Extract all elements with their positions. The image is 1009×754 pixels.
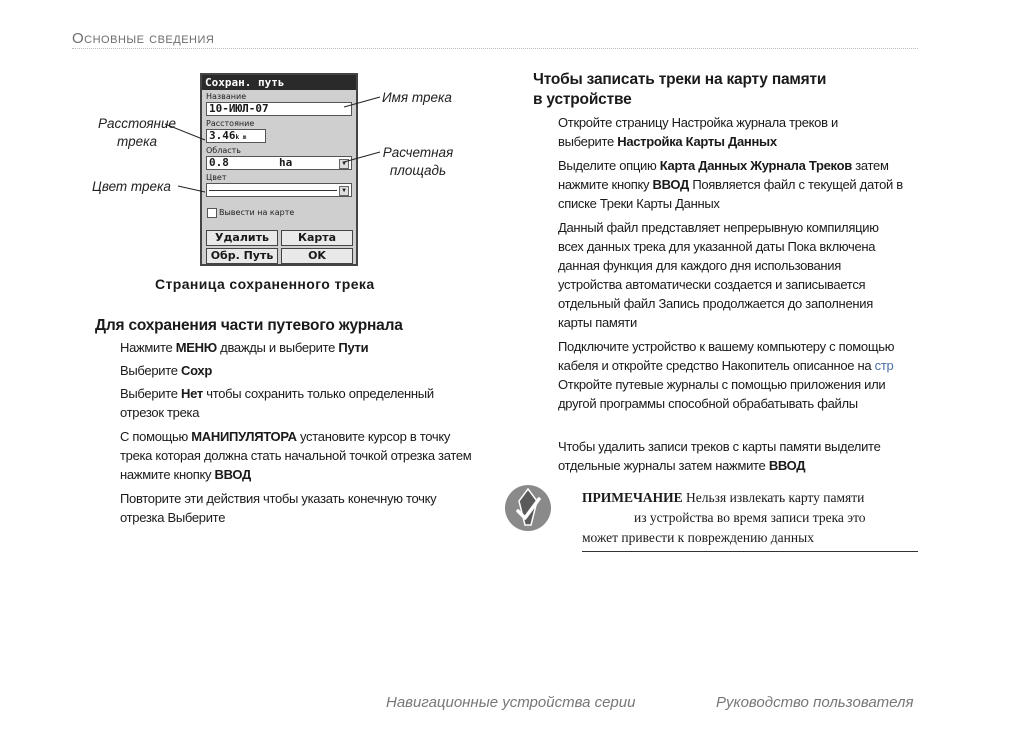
step-3-text-b: чтобы сохранить только определенный отрезок трека xyxy=(120,386,434,420)
right-para-4-text-b: Откройте путевые журналы с помощью приложения или другой программы способной обрабатывать файлы xyxy=(558,377,886,411)
callout-calc-area-line1: Расчетная xyxy=(382,145,454,160)
callout-track-color: Цвет трека xyxy=(92,179,171,194)
distance-unit: k m xyxy=(235,134,247,141)
step-1 xyxy=(120,338,480,357)
area-label: Область xyxy=(206,146,242,155)
distance-value: 3.46 xyxy=(209,129,236,142)
right-para-2-text-c: Появляется файл с текущей датой в списке Треки Карты Данных xyxy=(558,177,903,211)
left-section xyxy=(95,316,495,336)
show-on-map-label: Вывести на карте xyxy=(219,208,295,217)
name-field[interactable]: 10-ИЮЛ-07 xyxy=(206,102,352,116)
note-text-1: Нельзя извлекать карту памяти xyxy=(682,490,865,505)
distance-label: Расстояние xyxy=(206,119,255,128)
callout-track-name: Имя трека xyxy=(382,90,452,105)
callout-track-distance-line2: трека xyxy=(117,134,157,149)
color-dropdown-icon[interactable]: ▼ xyxy=(339,186,349,196)
step-4-enter: ВВОД xyxy=(214,467,252,482)
right-para-2-bold-a: Карта Данных Журнала Треков xyxy=(659,158,852,173)
map-button[interactable]: Карта xyxy=(281,230,353,246)
area-unit: ha xyxy=(279,156,293,169)
note-icon xyxy=(505,485,551,531)
callout-track-distance-line1: Расстояние xyxy=(98,116,176,131)
step-4 xyxy=(120,427,476,484)
right-section-heading xyxy=(533,70,913,110)
step-1-text-b: дважды и выберите xyxy=(216,340,339,355)
callout-calc-area xyxy=(376,144,460,180)
step-3-text-a: Выберите xyxy=(120,386,181,401)
callout-track-distance xyxy=(92,115,182,151)
right-para-4 xyxy=(558,337,916,413)
right-para-2-text-b: затем нажмите кнопку xyxy=(558,158,889,192)
right-heading-line2: в устройстве xyxy=(533,91,632,108)
right-para-1-text: Откройте страницу Настройка журнала треков и выберите xyxy=(558,115,838,149)
name-label: Название xyxy=(206,92,247,101)
area-dropdown-icon[interactable]: ▼ xyxy=(339,159,349,169)
footer-right: Руководство пользователя xyxy=(716,694,914,711)
step-4-joystick: МАНИПУЛЯТОРА xyxy=(191,429,297,444)
note-label: ПРИМЕЧАНИЕ xyxy=(582,490,683,505)
step-2 xyxy=(120,361,480,380)
right-para-2 xyxy=(558,156,910,213)
step-4-text-b: установите курсор в точку трека которая должна стать начальной точкой отрезка затем нажмите кнопку xyxy=(120,429,472,482)
footer-left: Навигационные устройства серии xyxy=(386,694,636,711)
step-5-text: Повторите эти действия чтобы указать конечную точку отрезка Выберите xyxy=(120,491,437,525)
step-1-tracks: Пути xyxy=(338,340,369,355)
right-para-3: Данный файл представляет непрерывную компиляцию всех данных трека для указанной даты Пока включена данная функция для каждого дня использования устройства автоматически создается и записывается отдельный файл Запись продолжается до заполнения карты памяти xyxy=(558,220,879,330)
step-3-no: Нет xyxy=(181,386,203,401)
note-rule xyxy=(582,551,918,552)
step-2-text: Выберите xyxy=(120,363,181,378)
step-2-save: Сохр xyxy=(181,363,212,378)
right-para-2-enter: ВВОД xyxy=(652,177,690,192)
step-1-text-a: Нажмите xyxy=(120,340,176,355)
note-block xyxy=(582,488,918,548)
step-3 xyxy=(120,384,470,422)
page-link[interactable]: стр xyxy=(874,358,894,373)
right-para-5-text: Чтобы удалить записи треков с карты памяти выделите отдельные журналы затем нажмите xyxy=(558,439,881,473)
note-text-3: может привести к повреждению данных xyxy=(582,530,814,545)
reverse-track-button[interactable]: Обр. Путь xyxy=(206,248,278,264)
right-para-1 xyxy=(558,113,858,151)
figure-caption: Страница сохраненного трека xyxy=(155,276,375,292)
right-para-1-bold: Настройка Карты Данных xyxy=(617,134,777,149)
right-para-5 xyxy=(558,437,898,475)
step-4-text-a: С помощью xyxy=(120,429,192,444)
delete-button[interactable]: Удалить xyxy=(206,230,278,246)
callout-calc-area-line2: площадь xyxy=(389,163,447,178)
step-1-menu: МЕНЮ xyxy=(175,340,217,355)
note-text-2: из устройства во время записи трека это xyxy=(634,510,866,525)
right-para-4-text-a: Подключите устройство к вашему компьютеру с помощью кабеля и откройте средство Накопитель описанное на xyxy=(558,339,895,373)
right-para-2-text-a: Выделите опцию xyxy=(558,158,660,173)
area-value: 0.8 xyxy=(209,156,229,169)
step-5 xyxy=(120,489,470,527)
ok-button[interactable]: OK xyxy=(281,248,353,264)
screen-title: Сохран. путь xyxy=(202,75,356,90)
right-heading-line1: Чтобы записать треки на карту памяти xyxy=(533,71,827,88)
right-para-5-enter: ВВОД xyxy=(768,458,806,473)
left-section-heading: Для сохранения части путевого журнала xyxy=(95,317,403,334)
page-header: Основные сведения xyxy=(72,30,215,47)
color-label: Цвет xyxy=(206,173,227,182)
note-line-1 xyxy=(582,488,918,508)
